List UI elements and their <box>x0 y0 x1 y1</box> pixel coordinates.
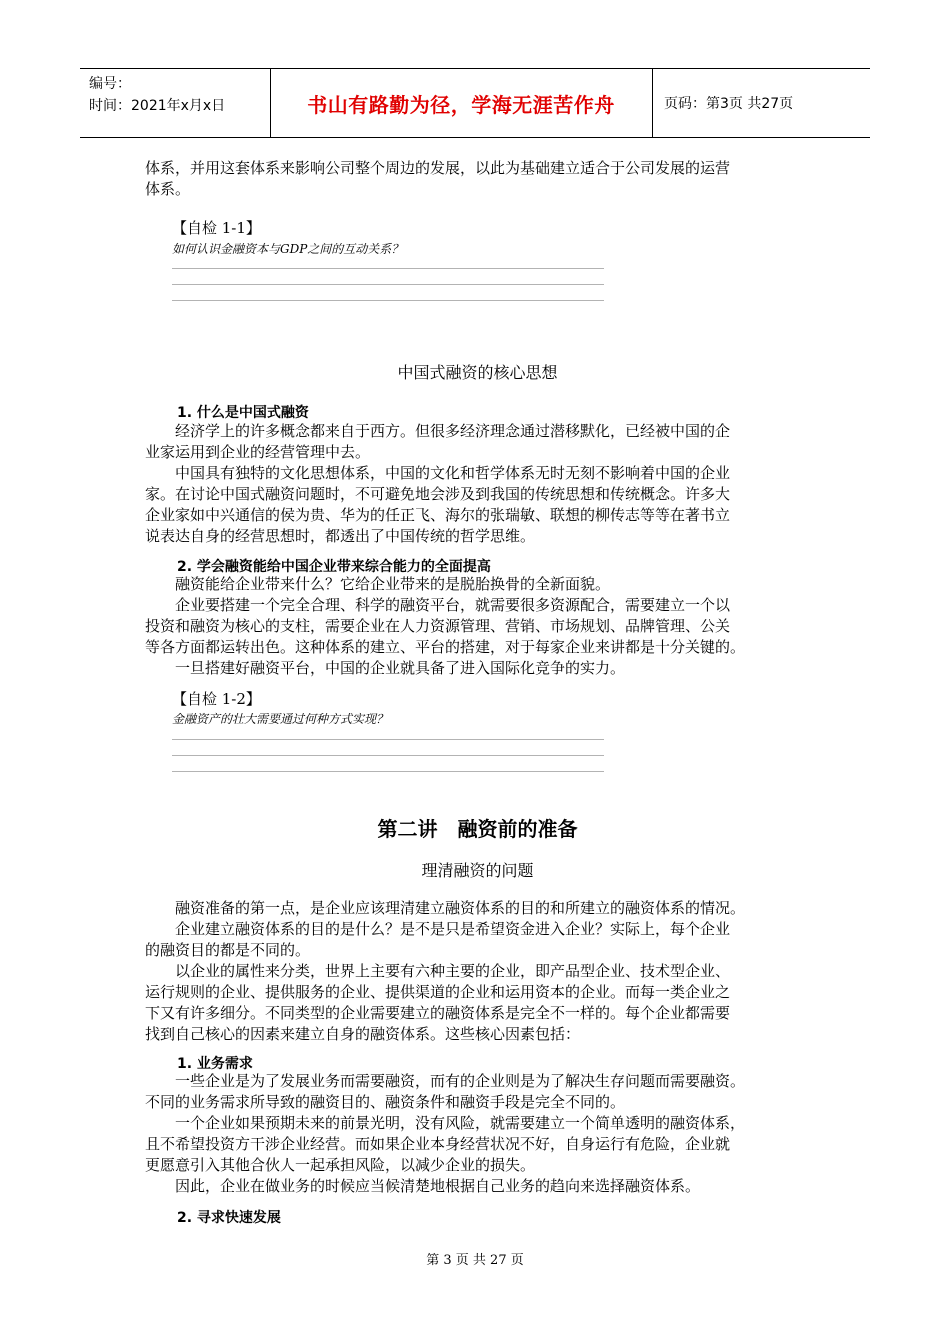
subsection-heading: 2. 学会融资能给中国企业带来综合能力的全面提高 <box>177 559 491 575</box>
lecture2-body-b <box>145 1071 810 1197</box>
section1-body-a <box>145 421 810 547</box>
text-line: 一些企业是为了发展业务而需要融资，而有的企业则是为了解决生存问题而需要融资。 <box>175 1072 746 1090</box>
text-line: 的融资目的都是不同的。 <box>145 941 311 959</box>
self-check-title: 【自检 1-1】 <box>172 219 261 237</box>
answer-line <box>172 739 604 740</box>
self-check-question: 金融资产的壮大需要通过何种方式实现？ <box>172 712 389 726</box>
header-meta <box>89 73 225 117</box>
document-time-label: 时间：2021年x月x日 <box>89 98 226 114</box>
subsection-heading: 1. 什么是中国式融资 <box>177 405 309 421</box>
text-line: 且不希望投资方干涉企业经营。而如果企业本身经营状况不好，自身运行有危险，企业就 <box>145 1135 731 1153</box>
text-line: 更愿意引入其他合伙人一起承担风险，以减少企业的损失。 <box>145 1156 536 1174</box>
text-line: 体系，并用这套体系来影响公司整个周边的发展，以此为基础建立适合于公司发展的运营 <box>145 159 731 177</box>
text-line: 说表达自身的经营思想时，都透出了中国传统的哲学思维。 <box>145 527 536 545</box>
subsection-heading: 2. 寻求快速发展 <box>177 1210 281 1226</box>
section1-body-b <box>145 574 810 679</box>
header-page-label: 页码：第3页 共27页 <box>664 96 794 112</box>
text-line: 不同的业务需求所导致的融资目的、融资条件和融资手段是完全不同的。 <box>145 1093 626 1111</box>
text-line: 一旦搭建好融资平台，中国的企业就具备了进入国际化竞争的实力。 <box>175 659 626 677</box>
header-divider <box>652 69 653 137</box>
page-header <box>80 68 870 138</box>
text-line: 以企业的属性来分类，世界上主要有六种主要的企业，即产品型企业、技术型企业、 <box>175 962 731 980</box>
text-line: 中国具有独特的文化思想体系，中国的文化和哲学体系无时无刻不影响着中国的企业 <box>175 464 731 482</box>
text-line: 一个企业如果预期未来的前景光明，没有风险，就需要建立一个简单透明的融资体系， <box>175 1114 746 1132</box>
answer-line <box>172 268 604 269</box>
subsection-heading: 1. 业务需求 <box>177 1056 253 1072</box>
answer-line <box>172 771 604 772</box>
intro-paragraph <box>145 158 810 200</box>
lecture2-body-a <box>145 898 810 1045</box>
self-check-question: 如何认识金融资本与GDP之间的互动关系？ <box>172 242 404 256</box>
text-line: 下又有许多细分。不同类型的企业需要建立的融资体系是完全不一样的。每个企业都需要 <box>145 1004 731 1022</box>
text-line: 投资和融资为核心的支柱，需要企业在人力资源管理、营销、市场规划、品牌管理、公关 <box>145 617 731 635</box>
text-line: 体系。 <box>145 180 191 198</box>
text-line: 因此，企业在做业务的时候应当候清楚地根据自己业务的趋向来选择融资体系。 <box>175 1177 701 1195</box>
document-number-label: 编号： <box>89 76 131 92</box>
text-line: 业家运用到企业的经营管理中去。 <box>145 443 371 461</box>
text-line: 企业要搭建一个完全合理、科学的融资平台，就需要很多资源配合，需要建立一个以 <box>175 596 731 614</box>
text-line: 企业建立融资体系的目的是什么？是不是只是希望资金进入企业？实际上，每个企业 <box>175 920 731 938</box>
text-line: 经济学上的许多概念都来自于西方。但很多经济理念通过潜移默化，已经被中国的企 <box>175 422 731 440</box>
self-check-title: 【自检 1-2】 <box>172 690 261 708</box>
answer-line <box>172 755 604 756</box>
text-line: 家。在讨论中国式融资问题时，不可避免地会涉及到我国的传统思想和传统概念。许多大 <box>145 485 731 503</box>
text-line: 运行规则的企业、提供服务的企业、提供渠道的企业和运用资本的企业。而每一类企业之 <box>145 983 731 1001</box>
text-line: 找到自己核心的因素来建立自身的融资体系。这些核心因素包括： <box>145 1025 581 1043</box>
text-line: 融资能给企业带来什么？它给企业带来的是脱胎换骨的全新面貌。 <box>175 575 611 593</box>
text-line: 等各方面都运转出色。这种体系的建立、平台的搭建，对于每家企业来讲都是十分关键的。 <box>145 638 746 656</box>
page-footer: 第 3 页 共 27 页 <box>426 1253 524 1268</box>
lecture-title: 第二讲 融资前的准备 <box>377 817 578 841</box>
text-line: 融资准备的第一点，是企业应该理清建立融资体系的目的和所建立的融资体系的情况。 <box>175 899 746 917</box>
header-motto: 书山有路勤为径，学海无涯苦作舟 <box>307 92 615 117</box>
section-title: 中国式融资的核心思想 <box>397 363 558 382</box>
answer-line <box>172 300 604 301</box>
text-line: 企业家如中兴通信的侯为贵、华为的任正飞、海尔的张瑞敏、联想的柳传志等等在著书立 <box>145 506 731 524</box>
section-title: 理清融资的问题 <box>421 861 534 880</box>
answer-line <box>172 284 604 285</box>
